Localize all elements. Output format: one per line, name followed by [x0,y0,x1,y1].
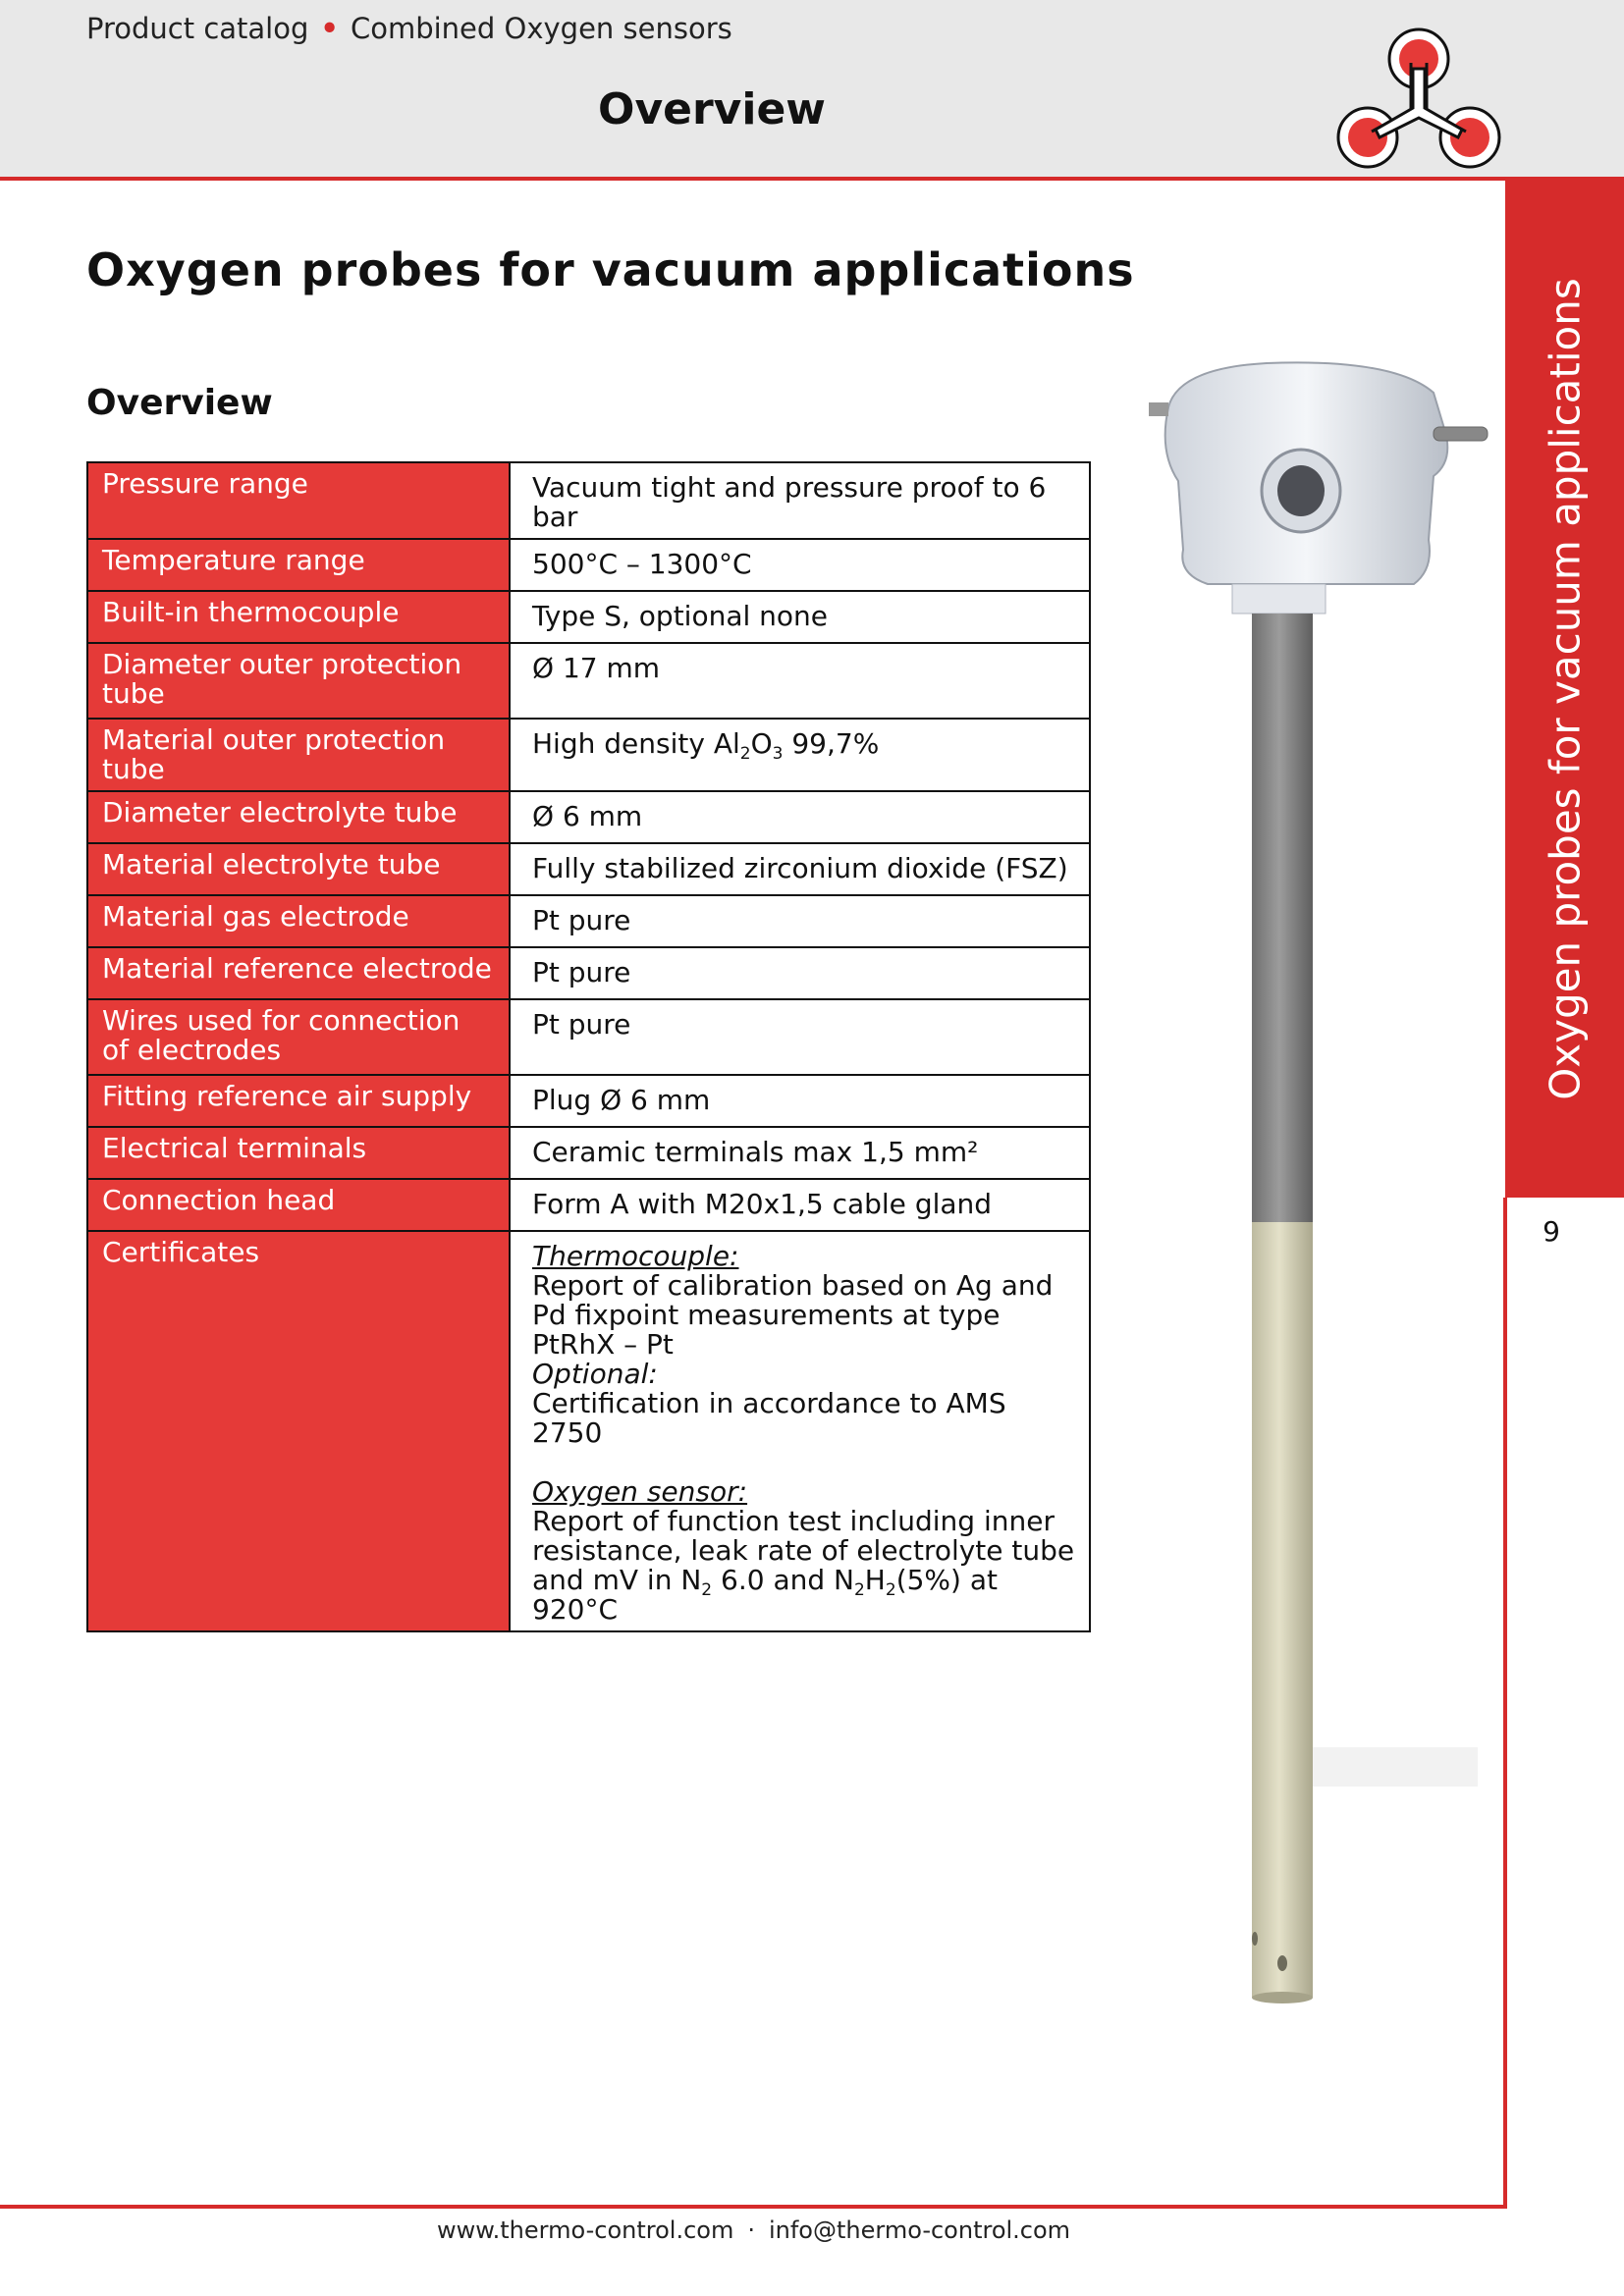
footer-email-link[interactable]: info@thermo-control.com [768,2216,1071,2244]
spec-value: Pt pure [510,947,1090,999]
spec-label: Electrical terminals [87,1127,510,1179]
spec-value: 500°C – 1300°C [510,539,1090,591]
table-row [87,591,1090,643]
breadcrumb-item-sensors[interactable]: Combined Oxygen sensors [350,12,732,45]
page-title: Oxygen probes for vacuum applications [86,243,1135,296]
table-row [87,1231,1090,1631]
page-frame-bottom [0,2205,1507,2209]
thermocouple-text: Report of calibration based on Ag and Pd fixpoint measurements at type PtRhX – Pt [532,1269,1054,1361]
spec-value: Pt pure [510,895,1090,947]
subscript: 2 [885,1580,896,1600]
spec-value-text: 99,7% [783,727,880,760]
oxygen-text-part: 6.0 and N [712,1564,854,1596]
spacer [532,1448,1075,1477]
spec-value: Vacuum tight and pressure proof to 6 bar [510,462,1090,539]
table-row [87,843,1090,895]
oxygen-text-part: Report of function test including inner resistance, leak rate of electrolyte tube and mV in N [532,1505,1075,1596]
spec-label: Material outer protection tube [87,719,510,791]
footer-website-link[interactable]: www.thermo-control.com [436,2216,734,2244]
spec-label: Fitting reference air supply [87,1075,510,1127]
spec-value: Ø 17 mm [510,643,1090,719]
table-row [87,719,1090,791]
oxygen-text-part: (5%) at 920°C [532,1564,998,1626]
subscript: 3 [772,744,784,764]
breadcrumb-separator: • [320,12,339,45]
spec-label: Connection head [87,1179,510,1231]
oxygen-text-part: H [864,1564,886,1596]
table-row [87,1179,1090,1231]
spec-label: Material electrolyte tube [87,843,510,895]
spec-label: Certificates [87,1231,510,1631]
subscript: 2 [739,744,751,764]
spec-value [510,719,1090,791]
certificates-value [510,1231,1090,1631]
spec-value: Form A with M20x1,5 cable gland [510,1179,1090,1231]
page-frame-right [1503,1198,1507,2209]
side-tab-label: Oxygen probes for vacuum applications [1541,278,1589,1100]
spec-value: Pt pure [510,999,1090,1075]
oxygen-probe-image [1139,353,1492,2140]
oxygen-text [532,1507,1075,1625]
breadcrumb [86,12,732,45]
side-tab [1505,181,1624,1198]
spec-label: Built-in thermocouple [87,591,510,643]
table-row [87,947,1090,999]
spec-label: Pressure range [87,462,510,539]
optional-text: Certification in accordance to AMS 2750 [532,1387,1006,1449]
table-row [87,643,1090,719]
table-row [87,539,1090,591]
oxygen-heading: Oxygen sensor: [532,1475,748,1508]
header-title: Overview [598,84,826,134]
subscript: 2 [701,1580,713,1600]
spec-label: Wires used for connection of electrodes [87,999,510,1075]
optional-heading: Optional: [532,1358,658,1390]
page-header [0,0,1624,181]
thermocouple-heading: Thermocouple: [532,1240,739,1272]
spec-label: Material reference electrode [87,947,510,999]
table-row [87,1127,1090,1179]
company-logo [1330,12,1507,174]
page-footer [0,2216,1507,2244]
spec-value: Ø 6 mm [510,791,1090,843]
table-row [87,1075,1090,1127]
spec-value: Plug Ø 6 mm [510,1075,1090,1127]
spec-label: Material gas electrode [87,895,510,947]
subscript: 2 [853,1580,865,1600]
specs-table [86,461,1091,1632]
spec-label: Diameter outer protection tube [87,643,510,719]
section-title: Overview [86,383,273,423]
breadcrumb-item-catalog[interactable]: Product catalog [86,12,309,45]
spec-label: Temperature range [87,539,510,591]
table-row [87,999,1090,1075]
spec-value-text: High density Al [532,727,740,760]
spec-value-text: O [750,727,773,760]
table-row [87,791,1090,843]
table-row [87,895,1090,947]
spec-label: Diameter electrolyte tube [87,791,510,843]
spec-value: Fully stabilized zirconium dioxide (FSZ) [510,843,1090,895]
footer-separator: · [747,2216,755,2244]
spec-value: Type S, optional none [510,591,1090,643]
spec-value: Ceramic terminals max 1,5 mm² [510,1127,1090,1179]
page-number: 9 [1543,1215,1560,1248]
table-row [87,462,1090,539]
